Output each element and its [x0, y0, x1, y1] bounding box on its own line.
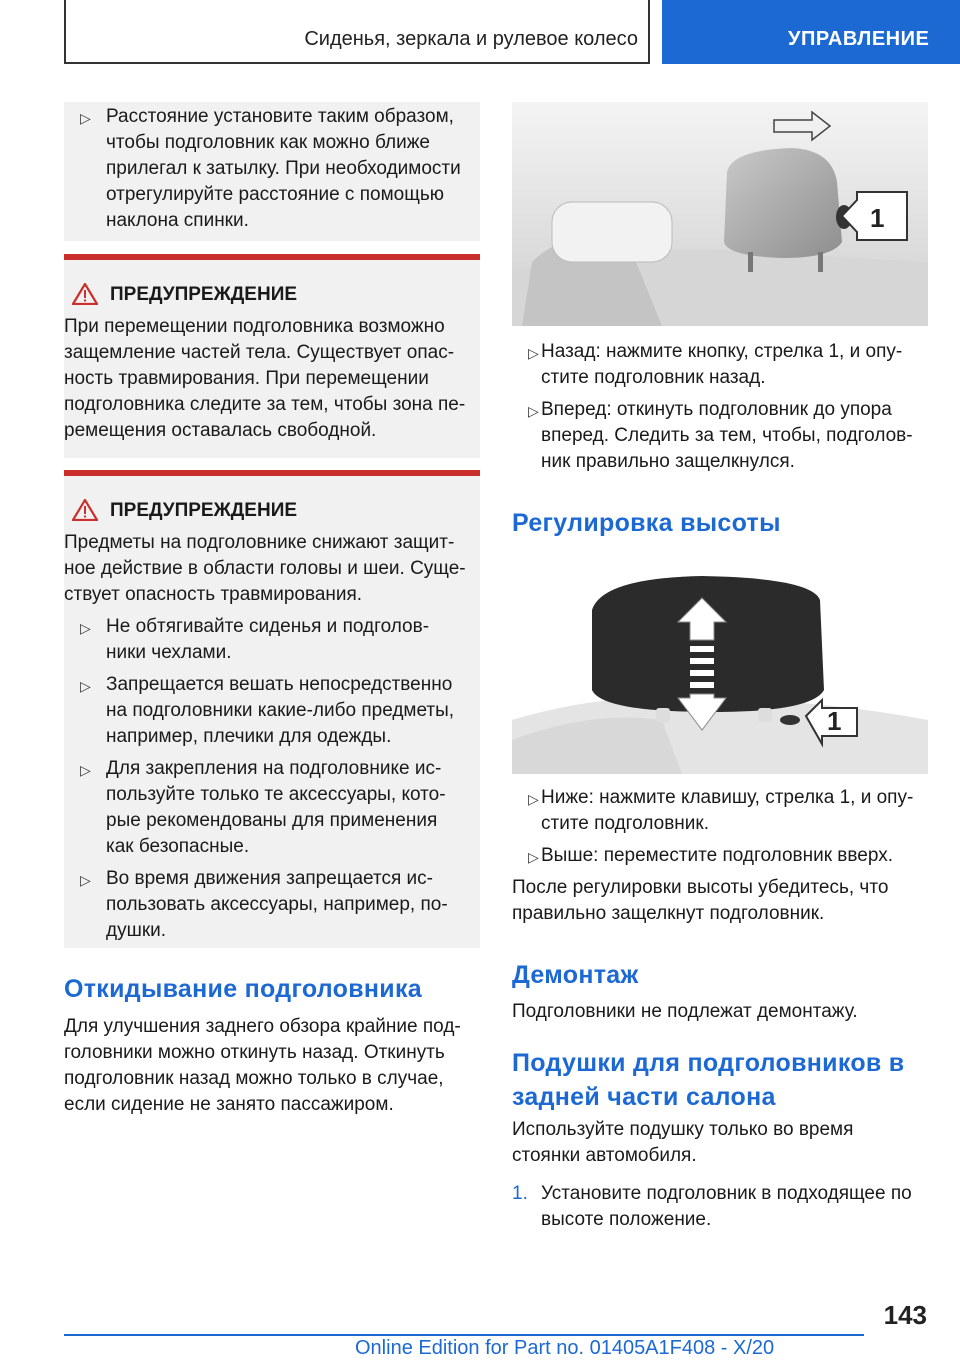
bullet-triangle-icon: ▷ — [80, 872, 91, 888]
fold-bullet-1b: стите подголовник назад. — [541, 367, 766, 388]
remove-heading: Демонтаж — [512, 961, 639, 989]
callout-label: 1 — [870, 203, 885, 233]
fold-text-1: Для улучшения заднего обзора крайние под- — [64, 1016, 461, 1037]
warning-title-2: ПРЕДУПРЕЖДЕНИЕ — [110, 500, 298, 521]
bullet-triangle-icon: ▷ — [80, 678, 91, 694]
remove-text: Подголовники не подлежат демонтажу. — [512, 1001, 858, 1022]
distance-note-5: наклона спинки. — [106, 210, 249, 231]
fold-heading: Откидывание подголовника — [64, 975, 422, 1003]
chapter-title: УПРАВЛЕНИЕ — [788, 28, 930, 50]
bullet-triangle-icon: ▷ — [80, 762, 91, 778]
distance-note-4: отрегулируйте расстояние с помощью — [106, 184, 444, 205]
warning1-line-2: защемление частей тела. Существует опас- — [64, 342, 455, 363]
height-bullet-1b: стите подголовник. — [541, 813, 709, 834]
warning2-bullet-1b: ники чехлами. — [106, 642, 232, 663]
warning2-line-2: ное действие в области головы и шеи. Суще- — [64, 558, 466, 579]
warning-triangle-icon — [72, 283, 98, 305]
warning2-bullet-3d: как безопасные. — [106, 836, 250, 857]
warning2-bullet-4a: Во время движения запрещается ис- — [106, 868, 433, 889]
callout-label: 1 — [827, 706, 842, 736]
warning2-bullet-3c: рые рекомендованы для применения — [106, 810, 438, 831]
fold-bullet-1a: Назад: нажмите кнопку, стрелка 1, и опу- — [541, 341, 903, 362]
footer-divider — [64, 1334, 864, 1336]
height-bullet-2: Выше: переместите подголовник вверх. — [541, 845, 893, 866]
distance-note-3: прилегал к затылку. При необходимости — [106, 158, 461, 179]
height-text-1: После регулировки высоты убедитесь, что — [512, 877, 889, 898]
footer-edition: Online Edition for Part no. 01405A1F408 - X/20 — [355, 1337, 775, 1359]
warning1-line-4: подголовника следите за тем, чтобы зона пе- — [64, 394, 466, 415]
warning2-bullet-2a: Запрещается вешать непосредственно — [106, 674, 453, 695]
bullet-triangle-icon: ▷ — [80, 620, 91, 636]
warning-triangle-icon — [72, 499, 98, 521]
pillow-text-2: стоянки автомобиля. — [512, 1145, 697, 1166]
fold-bullet-2a: Вперед: откинуть подголовник до упора — [541, 399, 892, 420]
warning2-bullet-4b: пользовать аксессуары, например, по- — [106, 894, 448, 915]
bullet-triangle-icon: ▷ — [528, 791, 539, 807]
warning1-line-5: ремещения оставалась свободной. — [64, 420, 377, 441]
warning2-bullet-4c: душки. — [106, 920, 167, 941]
warning2-bullet-3b: пользуйте только те аксессуары, кото- — [106, 784, 446, 805]
distance-note-1: Расстояние установите таким образом, — [106, 106, 454, 127]
headrest-height-illustration — [512, 570, 928, 774]
fold-text-4: если сидение не занято пассажиром. — [64, 1094, 394, 1115]
step1-line-1: Установите подголовник в подходящее по — [541, 1183, 912, 1204]
header-section-tab — [64, 0, 650, 64]
distance-note-2: чтобы подголовник как можно ближе — [106, 132, 430, 153]
warning2-bullet-1a: Не обтягивайте сиденья и подголов- — [106, 616, 430, 637]
pillow-heading-2: задней части салона — [512, 1083, 776, 1111]
fold-bullet-2b: вперед. Следить за тем, чтобы, подголов- — [541, 425, 913, 446]
warning2-bullet-3a: Для закрепления на подголовнике ис- — [106, 758, 442, 779]
warning2-bullet-2b: на подголовники какие-либо предметы, — [106, 700, 455, 721]
fold-bullet-2c: ник правильно защелкнулся. — [541, 451, 795, 472]
page-number: 143 — [883, 1300, 927, 1330]
bullet-triangle-icon: ▷ — [80, 110, 91, 126]
fold-text-3: подголовник назад можно только в случае, — [64, 1068, 444, 1089]
height-text-2: правильно защелкнут подголовник. — [512, 903, 825, 924]
pillow-text-1: Используйте подушку только во время — [512, 1119, 854, 1140]
warning2-line-3: ствует опасность травмирования. — [64, 584, 363, 605]
step-number: 1. — [512, 1183, 528, 1204]
warning2-bullet-2c: например, плечики для одежды. — [106, 726, 392, 747]
step1-line-2: высоте положение. — [541, 1209, 712, 1230]
warning1-line-3: ность травмирования. При перемещении — [64, 368, 429, 389]
warning-title-1: ПРЕДУПРЕЖДЕНИЕ — [110, 284, 298, 305]
headrest-fold-illustration — [512, 102, 928, 326]
warning1-line-1: При перемещении подголовника возможно — [64, 316, 445, 337]
pillow-heading-1: Подушки для подголовников в — [512, 1049, 905, 1077]
bullet-triangle-icon: ▷ — [528, 849, 539, 865]
bullet-triangle-icon: ▷ — [528, 345, 539, 361]
warning2-line-1: Предметы на подголовнике снижают защит- — [64, 532, 455, 553]
fold-text-2: головники можно откинуть назад. Откинуть — [64, 1042, 445, 1063]
height-bullet-1a: Ниже: нажмите клавишу, стрелка 1, и опу- — [541, 787, 914, 808]
header-chapter-tab[interactable] — [662, 0, 960, 64]
bullet-triangle-icon: ▷ — [528, 403, 539, 419]
section-title: Сиденья, зеркала и рулевое колесо — [304, 28, 638, 50]
height-heading: Регулировка высоты — [512, 509, 781, 537]
